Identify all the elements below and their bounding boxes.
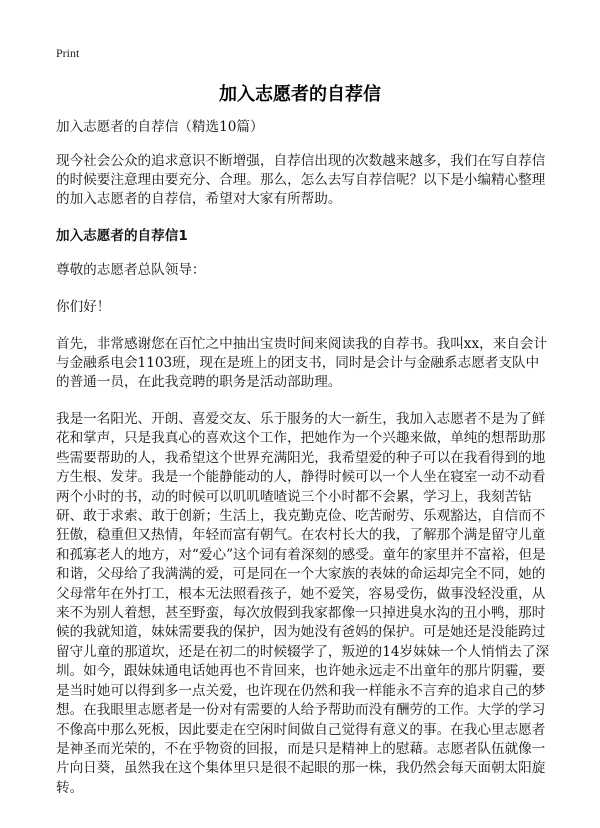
page-title: 加入志愿者的自荐信 (219, 84, 381, 105)
intro-paragraph: 现今社会公众的追求意识不断增强，自荐信出现的次数越来越多，我们在写自荐信的时候要注意理由要充分、合理。那么，怎么去写自荐信呢？以下是小编精心整理的加入志愿者的自荐信，希望对大家有所帮助。 (56, 153, 546, 207)
document-body (56, 118, 552, 816)
section-heading: 加入志愿者的自荐信1 (56, 228, 188, 244)
salutation: 尊敬的志愿者总队领导： (56, 262, 206, 278)
greeting: 你们好！ (56, 299, 111, 315)
body-paragraph-2: 我是一名阳光、开朗、喜爱交友、乐于服务的大一新生，我加入志愿者不是为了鲜花和掌声，只是我真心的喜欢这个工作，把她作为一个兴趣来做，单纯的想帮助那些需要帮助的人，我希望这个世界充满阳光，我希望爱的种子可以在我看得到的地方生根、发芽。我是一个能静能动的人，静得时候可以一个人坐在寝室一动不动看两个小时的书，动的时候可以叽叽喳喳说三个小时都不会累，学习上，我刻苦钻研、敢于求索、敢于创新；生活上，我克勤克俭、吃苦耐劳、乐观豁达，自信而不狂傲，稳重但又热情，年轻而富有朝气。在农村长大的我，了解那个满是留守儿童和孤寡老人的地方，对“爱心”这个词有着深刻的感受。童年的家里并不富裕，但是和谐，父母给了我满满的爱，可是同在一个大家族的表妹的命运却完全不同，她的父母常年在外打工，根本无法照看孩子，她不爱笑，容易受伤，做事没轻没重，从来不为别人着想，甚至野蛮，每次放假到我家都像一只掉进臭水沟的丑小鸭，那时候的我就知道，妹妹需要我的保护，因为她没有爸妈的保护。可是她还是没能跨过留守儿童的那道坎，还是在初二的时候辍学了，叛逆的14岁妹妹一个人悄悄去了深圳。如今，跟妹妹通电话她再也不肯回来，也许她永远走不出童年的那片阴霾，要是当时她可以得到多一点关爱，也许现在仍然和我一样能永不言弃的追求自己的梦想。在我眼里志愿者是一份对有需要的人给予帮助而没有酬劳的工作。大学的学习不像高中那么死板，因此要走在空闲时间做自己觉得有意义的事。在我心里志愿者是神圣而光荣的，不在乎物资的回报，而是只是精神上的慰藉。志愿者队伍就像一片向日葵，虽然我在这个集体里只是很不起眼的那一株，我仍然会每天面朝太阳旋转。 (56, 411, 550, 796)
body-paragraph-1: 首先，非常感谢您在百忙之中抽出宝贵时间来阅读我的自荐书。我叫xx，来自会计与金融系电会1103班，现在是班上的团支书，同时是会计与金融系志愿者支队中的普通一员，在此我竞聘的职务是活动部助理。 (56, 336, 548, 390)
print-link[interactable]: Print (56, 46, 80, 60)
subtitle: 加入志愿者的自荐信（精选10篇） (56, 119, 264, 135)
